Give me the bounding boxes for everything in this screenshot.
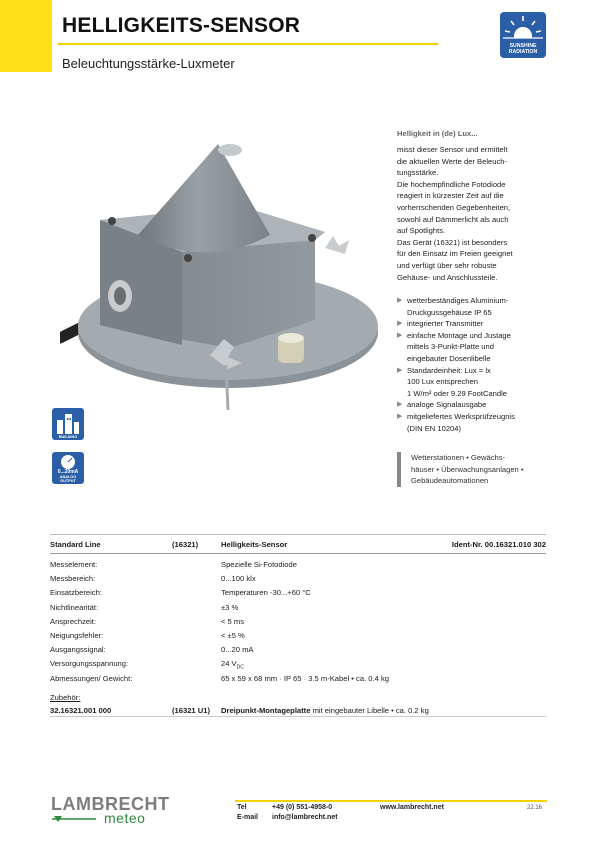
spec-key: Versorgungsspannung: [50,659,129,669]
spec-value-sub: DC [236,664,244,671]
feature-line: wetterbeständiges Aluminium- [407,296,509,305]
spec-value: < ±5 % [221,631,245,640]
accessory-code: (16321 U1) [172,706,210,715]
intro-line: und verfügt über sehr robuste [397,260,497,270]
intro-line: die aktuellen Werte der Beleuch- [397,156,508,166]
feature-line: mitgeliefertes Werksprüfzeugnis [407,411,515,421]
spec-value: 65 x 59 x 68 mm · IP 65 · 3.5 m-Kabel • ca. 0.4 kg [221,673,389,683]
intro-line: Gehäuse- und Anschlussteile. [397,272,498,282]
feature-item [397,295,557,318]
feature-line: integrierter Transmitter [407,319,484,329]
spec-value: Temperaturen -30...+60 °C [221,588,311,598]
spec-key: Abmessungen/ Gewicht: [50,673,133,683]
intro-line: für den Einsatz im Freien geeignet [397,249,513,259]
application-line: Gebäudeautomationen [411,476,489,486]
website-link[interactable]: www.lambrecht.net [380,804,444,811]
intro-line: Das Gerät (16321) ist besonders [397,237,508,247]
intro-line: sowohl auf Dämmerlicht als auch [397,214,509,224]
spec-value: 0...100 klx [221,574,256,584]
email-label: E-mail [237,814,259,821]
badge-line-2: RADIATION [508,49,538,55]
spec-row [50,560,546,573]
logo-lambrecht: LAMBRECHT [51,794,170,814]
sunshine-radiation-badge [500,12,546,58]
spec-row [50,588,546,601]
analog-label [52,475,84,483]
tel-value: +49 (0) 551-4958-0 [272,804,333,811]
spec-row [50,645,546,658]
feature-item [397,411,557,434]
footer-rule [235,800,547,802]
feature-line: Standardeinheit: Lux = lx [407,365,491,375]
spec-key: Neigungsfehler: [50,631,104,640]
spec-product-name: Helligkeits-Sensor [221,540,288,549]
logo-meteo: meteo [104,810,146,826]
building-icon [52,410,84,436]
spec-header-rule [50,553,546,554]
page-number: 22.16 [527,805,543,811]
feature-line: mittels 3-Punkt-Platte und [407,342,494,352]
feature-item [397,365,557,400]
arrow-bullet-icon: ▶ [397,366,403,374]
arrow-bullet-icon: ▶ [397,401,403,409]
title-rule [58,43,438,45]
intro-line: auf Spotlights. [397,226,446,236]
spec-key: Ausgangssignal: [50,645,106,655]
feature-line: einfache Montage und Justage [407,330,511,340]
spec-row [50,631,546,644]
spec-row [50,617,546,630]
application-line: Wetterstationen • Gewächs- [411,453,506,462]
intro-body [397,144,547,283]
spec-key: Ansprechzeit: [50,616,97,626]
intro-line: vorherrschenden Gegebenheiten, [397,202,511,212]
accessory-rest: mit eingebauter Libelle • ca. 0.2 kg [312,706,429,715]
tel-label: Tel [237,804,247,811]
analog-label-2: OUTPUT [60,479,76,483]
spec-value: 0...20 mA [221,645,254,655]
analog-output-badge [52,452,84,484]
arrow-bullet-icon: ▶ [397,297,403,304]
building-label: BUILDING [58,435,78,439]
accessory-name: Dreipunkt-Montageplatte [221,706,311,715]
feature-line: analoge Signalausgabe [407,400,487,410]
feature-line: eingebauter Dosenlibelle [407,353,491,363]
spec-row [50,674,546,687]
application-line: häuser • Überwachungsanlagen • [411,464,524,474]
product-image [60,120,380,420]
intro-line: misst dieser Sensor und ermittelt [397,145,508,154]
accessory-desc [221,706,429,715]
spec-key: Messbereich: [50,574,96,584]
feature-item [397,318,557,330]
applications-box [397,452,559,487]
spec-row [50,659,546,672]
accessory-row [50,706,546,718]
spec-code: (16321) [172,540,199,549]
analog-value: 0...20mA [57,469,79,475]
arrow-bullet-icon: ▶ [397,412,403,420]
feature-item [397,399,557,411]
feature-item [397,330,557,365]
feature-line: 100 Lux entsprechen [407,377,478,387]
spec-value: < 5 ms [221,616,245,626]
feature-line: (DIN EN 10204) [407,423,462,433]
spec-row [50,603,546,616]
page-subtitle: Beleuchtungsstärke-Luxmeter [62,56,235,71]
spec-key: Einsatzbereich: [50,588,102,598]
spec-header [50,540,546,552]
spec-value: Spezielle Si-Fotodiode [221,560,297,569]
logo-mark [52,814,102,824]
accessory-ident: 32.16321.001 000 [50,706,112,715]
spec-key: Nichtlinearität: [50,602,99,612]
analog-label-1: ANALOG [59,475,77,479]
feature-line: Druckgussgehäuse IP 65 [407,307,492,317]
feature-line: 1 W/m² oder 9.29 FootCandle [407,388,508,398]
intro-title: Helligkeit in (de) Lux... [397,129,478,138]
spec-value: 24 $V_{DC}$ [221,659,244,671]
arrow-bullet-icon: ▶ [397,331,403,339]
spec-top-rule [50,534,546,535]
sun-icon [500,14,546,46]
page-title: HELLIGKEITS-SENSOR [62,14,301,37]
spec-row [50,574,546,587]
gauge-icon [52,453,84,469]
spec-line-name: Standard Line [50,540,101,549]
intro-line: tungsstärke. [397,168,439,178]
yellow-header-band [0,0,52,72]
accessory-heading: Zubehör: [50,693,81,702]
badge-line-1: SUNSHINE [509,43,537,49]
spec-key: Messelement: [50,560,98,569]
email-value[interactable]: info@lambrecht.net [272,814,338,821]
building-badge [52,408,84,440]
intro-line: reagiert in kürzester Zeit auf die [397,191,504,201]
intro-line: Die hochempfindliche Fotodiode [397,179,506,189]
feature-list [397,295,557,434]
spec-ident: Ident-Nr. 00.16321.010 302 [451,540,546,549]
spec-value: ±3 % [221,602,239,612]
arrow-bullet-icon: ▶ [397,320,403,328]
